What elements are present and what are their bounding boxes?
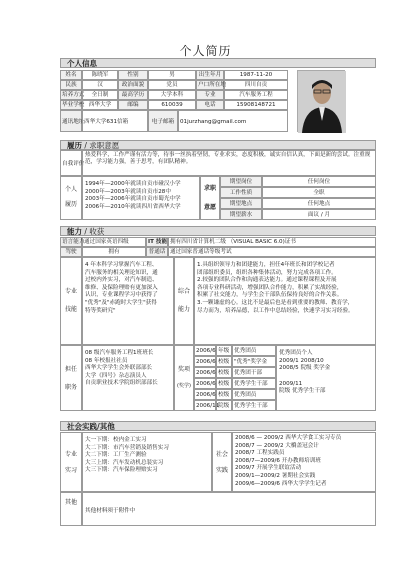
intent-field-value: 面议 / 月 <box>262 209 376 220</box>
career-label-a: 履历 <box>67 141 82 150</box>
social-list <box>232 432 376 492</box>
driving-value: 拥有 <box>82 247 146 257</box>
ability-line: 2.较强的团队合作和沟通表达能力。通过课程课程及开展 <box>197 277 337 284</box>
honor-name: 优秀团员 <box>232 389 276 400</box>
ability-line: 1.具组织领导力和团建能力，担任4年班长和团学校记者 <box>197 262 335 268</box>
ability-label-1: 综合 <box>177 288 190 295</box>
social-label-cell <box>212 432 232 492</box>
basic-field-label: 专业 <box>196 90 224 100</box>
practice-label: 社会实践/其他 <box>67 422 115 431</box>
honor-label-cell <box>174 345 194 411</box>
basic-field-value: 1987-11-20 <box>224 70 288 80</box>
ability-line: 积累了社交能力，与学生会干部队伍保持良好的合作关系。 <box>197 292 343 299</box>
skills-label-b: / 收获 <box>84 227 105 236</box>
intent-label-1: 求职 <box>203 185 216 192</box>
internship-item: 大一下期：校内金工实习 <box>85 437 147 443</box>
internship-item: 大三下期：汽车保险理赔实习 <box>85 467 158 474</box>
basic-field-value: 西华大学 <box>82 100 118 110</box>
posts-label-1: 担任 <box>64 366 77 373</box>
other-label-cell <box>60 492 82 526</box>
honor-date: 2006/11 <box>194 400 216 411</box>
basic-field-label: 培养方式 <box>62 92 85 98</box>
honor-level: 院级 <box>216 400 232 411</box>
basic-field-value: 汽车服务工程 <box>224 90 288 100</box>
driving-label: 驾驶 <box>60 247 82 257</box>
resume-line: 2003年—2006年就读自贡市蜀光中学 <box>85 196 181 203</box>
basic-info-label: 个人信息 <box>67 59 97 68</box>
ability-line: 团部组织委员，组织各种集体活动，努力完成各项工作。 <box>197 269 337 276</box>
ability-line: 3.一颗谦虚的心。这比不是最后也是看到重要的教师、教育学， <box>197 299 354 306</box>
intent-field-value: 任何地点 <box>262 198 376 209</box>
basic-field-value: 男 <box>148 70 196 80</box>
honor-right-line: 2008/5 院级 奖学金 <box>279 365 331 372</box>
basic-field-value: 大学本科 <box>148 90 196 100</box>
major-line: "优秀"及"赤跑时大学生"获得 <box>85 299 157 306</box>
ability-label-2: 能力 <box>177 306 190 313</box>
resume-list <box>82 176 200 220</box>
language-value: 通过国家英语四级 <box>82 237 146 247</box>
intent-field-value: 全职 <box>262 187 376 198</box>
social-item: 2008/7 工程实践员 <box>235 450 285 457</box>
it-skill-label: IT 技能 <box>148 239 168 245</box>
self-eval-label: 自我评价 <box>60 150 82 176</box>
basic-field-value: 汉 <box>82 80 118 90</box>
practice-header <box>60 421 376 431</box>
basic-field-label: 最高学历 <box>118 90 148 100</box>
internship-item: 大二下期：工厂生产测验 <box>85 452 147 459</box>
honor-right-line: 院级 优秀学生干部 <box>279 388 326 395</box>
resume-label-cell <box>60 176 82 220</box>
social-item: 2009/1—2009/2 暑期社会实践 <box>235 472 316 479</box>
social-label-1: 社会 <box>215 451 228 458</box>
other-label: 其他 <box>64 499 77 506</box>
major-line: 认识，专业课程学习中获得了 <box>85 292 158 299</box>
major-line: 过校内外实习，对汽车制造、 <box>85 277 158 284</box>
honor-name: 优秀团员 <box>232 345 276 356</box>
basic-field-value: 610039 <box>148 100 196 110</box>
social-item: 2008/6 — 2009/2 西华大学食工实习专员 <box>235 435 342 441</box>
post-item: 大学《四号》杂志演员人 <box>85 372 147 379</box>
posts-label-2: 职务 <box>64 384 77 391</box>
basic-field-label: 出生年月 <box>196 70 224 80</box>
basic-field-label: 姓名 <box>60 70 82 80</box>
posts-label-cell <box>60 345 82 411</box>
major-skill-text <box>82 257 174 345</box>
major-label-cell <box>60 257 82 345</box>
honor-level: 校级 <box>216 378 232 389</box>
basic-field-label: 毕业学校 <box>62 102 85 108</box>
basic-field-value: 15908148721 <box>224 100 288 110</box>
honor-name: "优秀"奖学金 <box>232 356 276 367</box>
honor-right-line: 2009/11 <box>279 380 303 387</box>
social-label-2: 实践 <box>215 467 228 474</box>
intent-field-label: 期望岗位 <box>220 176 262 187</box>
major-line: 汽车服务的相关理论知识，通 <box>85 269 158 276</box>
skills-header <box>60 226 376 236</box>
honor-date: 2006/6 <box>194 378 216 389</box>
it-skill-value: 拥有四川省计算机二级 （VISUAL BASIC 6.0)证书 <box>168 237 376 247</box>
mandarin-label: 普通话 <box>146 247 168 257</box>
honor-label-1: 奖项 <box>177 366 190 373</box>
basic-field-label: 民族 <box>60 80 82 90</box>
basic-field-label: 性别 <box>118 70 148 80</box>
major-line: 特等奖研究" <box>85 307 116 314</box>
honor-date: 2006/6 <box>194 367 216 378</box>
resume-line: 2000年—2003年就读自贡市28中 <box>85 188 171 195</box>
email-label: 电子邮箱 <box>148 110 178 132</box>
honors-right <box>276 345 376 411</box>
honor-name: 优秀学生干部 <box>232 378 276 389</box>
intent-field-value: 任何岗位 <box>262 176 376 187</box>
internship-label-cell <box>60 432 82 492</box>
basic-field-value: 党员 <box>148 80 196 90</box>
basic-field-value: 四川自贡 <box>224 80 288 90</box>
post-item: 自贡职业技术学院组织部部长 <box>85 380 158 387</box>
major-label-1: 专业 <box>64 288 77 295</box>
intent-field-label: 工作性质 <box>220 187 262 198</box>
internship-item: 大二下期：市汽车营销及销售实习 <box>85 444 169 451</box>
honor-label-2: (奖学) <box>177 383 191 389</box>
email-value[interactable]: 01jurzhang@gmail.com <box>178 110 288 132</box>
honor-level: 校级 <box>216 389 232 400</box>
major-line: 4 年本科学习掌握汽车工程、 <box>85 262 158 268</box>
other-text: 其他材料须于附件中 <box>82 492 376 526</box>
basic-field-label: 户口所在地 <box>198 82 226 88</box>
social-item: 2009/6—2009/6 西华大学学生记者 <box>235 480 327 487</box>
basic-field-label: 邮编 <box>118 100 148 110</box>
page-title: 个人简历 <box>179 44 232 58</box>
resume-label-2: 履历 <box>64 201 77 208</box>
ability-line: 尽力而为，培养品德，以工作中总结经验，快速学习实习经验。 <box>197 307 354 314</box>
intent-field-label: 期望地点 <box>220 198 262 209</box>
intent-field-label: 期望薪水 <box>220 209 262 220</box>
posts-list <box>82 345 174 411</box>
intent-label-2: 意愿 <box>203 204 216 211</box>
honor-name: 优秀学生干部 <box>232 400 276 411</box>
language-label: 语言能力 <box>62 239 85 245</box>
career-label-b: / 求职意愿 <box>84 141 120 150</box>
honor-date: 2006/6 <box>194 389 216 400</box>
honor-date: 2006/6 <box>194 356 216 367</box>
social-item: 2009/7 开展学生联谊活动 <box>235 465 302 472</box>
career-header <box>60 140 376 150</box>
address-value: 西华大学631信箱 <box>82 110 148 132</box>
major-label-2: 技能 <box>64 306 77 313</box>
ability-line: 各项专业科研活动，增强团队合作能力，积累了实战经验， <box>197 284 343 291</box>
honor-name: 优秀团干部 <box>232 367 276 378</box>
basic-field-label: 电话 <box>196 100 224 110</box>
social-item: 2008/7 — 2009/2 大橋盖冠会计 <box>235 442 319 449</box>
post-item: 08 级汽车服务工程1班班长 <box>85 350 154 356</box>
internship-list <box>82 432 212 492</box>
skills-label-a: 能力 <box>67 227 82 236</box>
basic-field-value: 全日制 <box>82 90 118 100</box>
resume-label-1: 个人 <box>64 186 77 193</box>
self-eval-text: 热爱科学，工作严谨有活力等，待事一丝执着坚韧，专业求实，态度积极，诚实自信认真，下面是新的尝试。注重规范，学习能力强，善于思考，有团队精神。 <box>82 150 376 176</box>
ability-label-cell <box>174 257 194 345</box>
basic-info-header <box>60 58 376 68</box>
honor-extra: 优秀团员个人 <box>279 350 313 356</box>
resume-line: 1994年—2000年就读自贡市碰汉小学 <box>85 181 181 187</box>
basic-field-value: 陈晓军 <box>82 70 118 80</box>
honor-level: 校级 <box>216 356 232 367</box>
profile-photo <box>297 70 345 132</box>
internship-label-2: 实习 <box>64 467 77 474</box>
internship-label-1: 专业 <box>64 451 77 458</box>
honor-right-line: 2009/1 2008/10 <box>279 357 324 364</box>
mandarin-value: 通过国家普通话等级考试 <box>168 247 376 257</box>
basic-field-label: 政治面貌 <box>118 80 148 90</box>
honor-level: 年级 <box>216 345 232 356</box>
internship-item: 大三上期：汽车发动机总装实习 <box>85 459 164 466</box>
major-line: 维修、及保险理赔有更加深入 <box>85 284 158 291</box>
honor-level: 校级 <box>216 367 232 378</box>
honor-date: 2006/6 <box>194 345 216 356</box>
address-label: 通讯地址 <box>60 110 82 132</box>
intent-label-cell <box>200 176 220 220</box>
resume-line: 2006年—2010年就读四川省西华大学 <box>85 203 181 210</box>
ability-text <box>194 257 376 345</box>
post-item: 西华大学学生会外联部部长 <box>85 365 153 372</box>
social-item: 2008/7—2009/6 开办教师培训班 <box>235 457 321 464</box>
post-item: 08 年校报社社员 <box>85 357 128 364</box>
